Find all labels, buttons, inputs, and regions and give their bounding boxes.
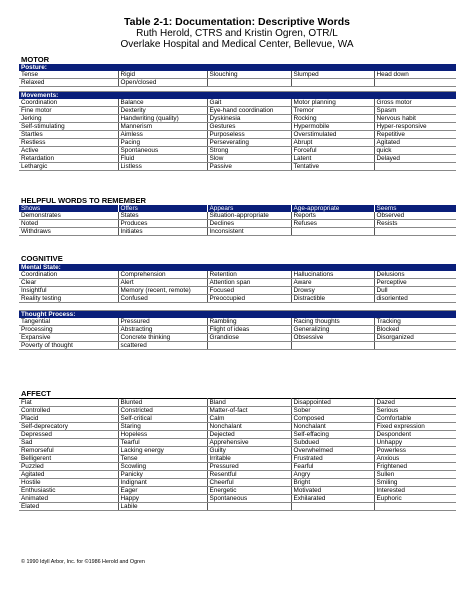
table-cell bbox=[291, 79, 374, 87]
table-cell: Purposeless bbox=[207, 131, 291, 139]
table-cell: Coordination bbox=[19, 99, 118, 107]
table-row bbox=[19, 79, 456, 87]
table-cell: Gait bbox=[207, 99, 291, 107]
mental-state-subheader: Mental State: bbox=[19, 264, 456, 271]
table-cell: Withdraws bbox=[19, 228, 118, 236]
table-cell: Self-stimulating bbox=[19, 123, 118, 131]
table-cell: Animated bbox=[19, 495, 118, 503]
cognitive-table bbox=[19, 264, 456, 350]
table-cell: Disappointed bbox=[291, 399, 374, 407]
table-cell: Rocking bbox=[291, 115, 374, 123]
table-cell: Disorganized bbox=[374, 334, 456, 342]
table-cell: Scowling bbox=[118, 463, 207, 471]
table-cell: Sullen bbox=[374, 471, 456, 479]
table-cell: Hostile bbox=[19, 479, 118, 487]
table-row bbox=[19, 447, 456, 455]
table-cell: Hallucinations bbox=[291, 271, 374, 279]
table-cell: Flight of ideas bbox=[207, 326, 291, 334]
table-cell: Euphoric bbox=[374, 495, 456, 503]
table-cell: Matter-of-fact bbox=[207, 407, 291, 415]
table-cell: Produces bbox=[118, 220, 207, 228]
table-cell: Repetitive bbox=[374, 131, 456, 139]
table-cell: Balance bbox=[118, 99, 207, 107]
table-cell: Sober bbox=[291, 407, 374, 415]
table-cell: Comprehension bbox=[118, 271, 207, 279]
table-cell: Frightened bbox=[374, 463, 456, 471]
table-cell: Noted bbox=[19, 220, 118, 228]
table-cell: Agitated bbox=[19, 471, 118, 479]
table-cell: Inconsistent bbox=[207, 228, 291, 236]
table-cell: Clear bbox=[19, 279, 118, 287]
table-cell: Fixed expression bbox=[374, 423, 456, 431]
table-cell: Relaxed bbox=[19, 79, 118, 87]
table-row bbox=[19, 228, 456, 236]
table-cell: Pressured bbox=[118, 318, 207, 326]
table-cell: Reports bbox=[291, 212, 374, 220]
table-row bbox=[19, 279, 456, 287]
table-cell: Eager bbox=[118, 487, 207, 495]
table-cell: Guilty bbox=[207, 447, 291, 455]
table-cell: Forceful bbox=[291, 147, 374, 155]
document-title: Table 2-1: Documentation: Descriptive Words bbox=[124, 16, 350, 28]
table-cell: Overwhelmed bbox=[291, 447, 374, 455]
table-cell bbox=[207, 79, 291, 87]
table-row bbox=[19, 423, 456, 431]
table-row bbox=[19, 123, 456, 131]
table-cell: Elated bbox=[19, 503, 118, 511]
table-cell: Spontaneous bbox=[118, 147, 207, 155]
table-cell: Happy bbox=[118, 495, 207, 503]
table-cell: Hopeless bbox=[118, 431, 207, 439]
table-cell: Composed bbox=[291, 415, 374, 423]
table-row bbox=[19, 503, 456, 511]
table-cell: Powerless bbox=[374, 447, 456, 455]
table-cell: Tearful bbox=[118, 439, 207, 447]
table-cell: Situation-appropriate bbox=[207, 212, 291, 220]
copyright-footer: © 1990 Idyll Arbor, Inc. for ©1986 Herold and Ogren bbox=[21, 559, 145, 565]
table-cell: Nervous habit bbox=[374, 115, 456, 123]
table-cell: Tentative bbox=[291, 163, 374, 171]
table-cell: Slouching bbox=[207, 71, 291, 79]
table-cell: Concrete thinking bbox=[118, 334, 207, 342]
table-row bbox=[19, 407, 456, 415]
table-cell: Resentful bbox=[207, 471, 291, 479]
table-cell: Distractible bbox=[291, 295, 374, 303]
table-row bbox=[19, 295, 456, 303]
table-cell: Spontaneous bbox=[207, 495, 291, 503]
table-cell: Retardation bbox=[19, 155, 118, 163]
table-cell: Nonchalant bbox=[291, 423, 374, 431]
table-cell: Staring bbox=[118, 423, 207, 431]
spacer bbox=[19, 303, 456, 311]
table-cell bbox=[207, 503, 291, 511]
table-cell: Smiling bbox=[374, 479, 456, 487]
table-cell: Exhilarated bbox=[291, 495, 374, 503]
table-row bbox=[19, 212, 456, 220]
table-cell: Delusions bbox=[374, 271, 456, 279]
table-row bbox=[19, 342, 456, 350]
table-cell: Spasm bbox=[374, 107, 456, 115]
table-cell: Depressed bbox=[19, 431, 118, 439]
table-cell bbox=[374, 228, 456, 236]
table-cell: Controlled bbox=[19, 407, 118, 415]
table-cell bbox=[291, 228, 374, 236]
helpful-table bbox=[19, 205, 456, 236]
document-institution: Overlake Hospital and Medical Center, Bellevue, WA bbox=[120, 39, 354, 50]
table-cell: Generalizing bbox=[291, 326, 374, 334]
table-cell bbox=[291, 503, 374, 511]
table-row bbox=[19, 439, 456, 447]
table-cell: Bland bbox=[207, 399, 291, 407]
table-cell: Tracking bbox=[374, 318, 456, 326]
table-cell: Tense bbox=[19, 71, 118, 79]
table-cell: Preoccupied bbox=[207, 295, 291, 303]
table-cell: Aware bbox=[291, 279, 374, 287]
table-cell: Initiates bbox=[118, 228, 207, 236]
table-row bbox=[19, 399, 456, 407]
table-cell: Perseverating bbox=[207, 139, 291, 147]
motor-table bbox=[19, 64, 456, 171]
table-cell: Poverty of thought bbox=[19, 342, 118, 350]
table-cell: Frustrated bbox=[291, 455, 374, 463]
cognitive-section-title: COGNITIVE bbox=[21, 254, 63, 263]
table-cell: Aimless bbox=[118, 131, 207, 139]
table-cell: Sad bbox=[19, 439, 118, 447]
table-row bbox=[19, 287, 456, 295]
table-cell: Attention span bbox=[207, 279, 291, 287]
table-row bbox=[19, 463, 456, 471]
table-cell: Dejected bbox=[207, 431, 291, 439]
table-cell: Motor planning bbox=[291, 99, 374, 107]
table-cell: Self-deprecatory bbox=[19, 423, 118, 431]
table-cell: Unhappy bbox=[374, 439, 456, 447]
table-cell: Panicky bbox=[118, 471, 207, 479]
affect-section-title: AFFECT bbox=[21, 389, 51, 398]
table-cell: Passive bbox=[207, 163, 291, 171]
movements-subheader: Movements: bbox=[19, 92, 456, 100]
posture-subheader: Posture: bbox=[19, 64, 456, 71]
table-cell: Tangential bbox=[19, 318, 118, 326]
table-row bbox=[19, 334, 456, 342]
table-row bbox=[19, 455, 456, 463]
table-cell: Handwriting (quality) bbox=[118, 115, 207, 123]
table-cell: Serious bbox=[374, 407, 456, 415]
table-cell: Strong bbox=[207, 147, 291, 155]
helpful-header-cell: Age-appropriate bbox=[291, 205, 374, 212]
table-cell bbox=[207, 342, 291, 350]
table-cell: Cheerful bbox=[207, 479, 291, 487]
table-cell: Motivated bbox=[291, 487, 374, 495]
affect-table bbox=[19, 398, 456, 511]
table-cell: Focused bbox=[207, 287, 291, 295]
table-cell: Flat bbox=[19, 399, 118, 407]
table-cell: Gestures bbox=[207, 123, 291, 131]
table-cell: Agitated bbox=[374, 139, 456, 147]
table-cell: Overstimulated bbox=[291, 131, 374, 139]
table-cell: Reality testing bbox=[19, 295, 118, 303]
helpful-header-cell: Offers bbox=[118, 205, 207, 212]
table-cell: Observed bbox=[374, 212, 456, 220]
table-cell: Anxious bbox=[374, 455, 456, 463]
table-cell: Grandiose bbox=[207, 334, 291, 342]
table-cell: Dull bbox=[374, 287, 456, 295]
table-cell: Tense bbox=[118, 455, 207, 463]
table-cell: Restless bbox=[19, 139, 118, 147]
table-row bbox=[19, 487, 456, 495]
table-cell: Blocked bbox=[374, 326, 456, 334]
table-cell: Latent bbox=[291, 155, 374, 163]
table-cell: Calm bbox=[207, 415, 291, 423]
table-row bbox=[19, 326, 456, 334]
table-cell: Rambling bbox=[207, 318, 291, 326]
table-cell: States bbox=[118, 212, 207, 220]
helpful-header-cell: Appears bbox=[207, 205, 291, 212]
table-cell: Lacking energy bbox=[118, 447, 207, 455]
table-cell: Enthusiastic bbox=[19, 487, 118, 495]
table-cell: Retention bbox=[207, 271, 291, 279]
table-cell: Abrupt bbox=[291, 139, 374, 147]
table-cell: disoriented bbox=[374, 295, 456, 303]
helpful-header-cell: Shows bbox=[19, 205, 118, 212]
table-cell: Indignant bbox=[118, 479, 207, 487]
table-cell: Lethargic bbox=[19, 163, 118, 171]
table-row bbox=[19, 479, 456, 487]
table-cell: Placid bbox=[19, 415, 118, 423]
table-cell: Slow bbox=[207, 155, 291, 163]
table-cell: Self-critical bbox=[118, 415, 207, 423]
table-cell: Tremor bbox=[291, 107, 374, 115]
table-cell bbox=[374, 503, 456, 511]
table-cell: Interested bbox=[374, 487, 456, 495]
table-row bbox=[19, 107, 456, 115]
table-row bbox=[19, 115, 456, 123]
table-row bbox=[19, 139, 456, 147]
helpful-header-cell: Seems bbox=[374, 205, 456, 212]
table-cell: Startles bbox=[19, 131, 118, 139]
table-cell: Alert bbox=[118, 279, 207, 287]
table-cell: Insightful bbox=[19, 287, 118, 295]
table-cell bbox=[374, 163, 456, 171]
table-cell: Irritable bbox=[207, 455, 291, 463]
table-cell: Dazed bbox=[374, 399, 456, 407]
table-cell: Resists bbox=[374, 220, 456, 228]
table-cell: Subdued bbox=[291, 439, 374, 447]
table-cell: scattered bbox=[118, 342, 207, 350]
table-row bbox=[19, 431, 456, 439]
table-cell: Delayed bbox=[374, 155, 456, 163]
table-cell: Fluid bbox=[118, 155, 207, 163]
table-cell: Remorseful bbox=[19, 447, 118, 455]
table-row bbox=[19, 71, 456, 79]
table-cell: Racing thoughts bbox=[291, 318, 374, 326]
table-cell: Nonchalant bbox=[207, 423, 291, 431]
table-cell: Gross motor bbox=[374, 99, 456, 107]
thought-process-subheader: Thought Process: bbox=[19, 311, 456, 319]
table-row bbox=[19, 318, 456, 326]
table-cell: Declines bbox=[207, 220, 291, 228]
table-cell: Abstracting bbox=[118, 326, 207, 334]
table-row bbox=[19, 147, 456, 155]
table-cell: Refuses bbox=[291, 220, 374, 228]
table-cell: Slumped bbox=[291, 71, 374, 79]
table-cell: Memory (recent, remote) bbox=[118, 287, 207, 295]
table-cell: Eye-hand coordination bbox=[207, 107, 291, 115]
table-cell: Self-effacing bbox=[291, 431, 374, 439]
table-cell: Obsessive bbox=[291, 334, 374, 342]
table-cell: Despondent bbox=[374, 431, 456, 439]
table-cell: Comfortable bbox=[374, 415, 456, 423]
table-cell: Dyskinesia bbox=[207, 115, 291, 123]
table-cell: Constricted bbox=[118, 407, 207, 415]
table-cell: quick bbox=[374, 147, 456, 155]
table-cell: Active bbox=[19, 147, 118, 155]
table-cell: Hyper-responsive bbox=[374, 123, 456, 131]
table-cell: Labile bbox=[118, 503, 207, 511]
table-cell: Head down bbox=[374, 71, 456, 79]
table-cell bbox=[374, 342, 456, 350]
table-cell: Blunted bbox=[118, 399, 207, 407]
table-cell: Fine motor bbox=[19, 107, 118, 115]
table-cell: Puzzled bbox=[19, 463, 118, 471]
table-row bbox=[19, 271, 456, 279]
table-cell: Open/closed bbox=[118, 79, 207, 87]
table-cell: Perceptive bbox=[374, 279, 456, 287]
table-cell: Drowsy bbox=[291, 287, 374, 295]
table-cell: Belligerent bbox=[19, 455, 118, 463]
motor-section-title: MOTOR bbox=[21, 55, 50, 64]
table-row bbox=[19, 155, 456, 163]
table-cell: Mannerism bbox=[118, 123, 207, 131]
helpful-section-title: HELPFUL WORDS TO REMEMBER bbox=[21, 196, 147, 205]
table-cell: Pressured bbox=[207, 463, 291, 471]
table-cell: Coordination bbox=[19, 271, 118, 279]
table-cell: Hypermobile bbox=[291, 123, 374, 131]
table-cell: Confused bbox=[118, 295, 207, 303]
table-row bbox=[19, 220, 456, 228]
table-cell: Jerking bbox=[19, 115, 118, 123]
document-header bbox=[0, 0, 474, 50]
table-cell: Expansive bbox=[19, 334, 118, 342]
table-cell: Bright bbox=[291, 479, 374, 487]
table-cell: Rigid bbox=[118, 71, 207, 79]
table-cell: Demonstrates bbox=[19, 212, 118, 220]
table-row bbox=[19, 99, 456, 107]
table-cell bbox=[374, 79, 456, 87]
table-cell: Fearful bbox=[291, 463, 374, 471]
table-cell: Energetic bbox=[207, 487, 291, 495]
table-row bbox=[19, 495, 456, 503]
table-cell: Pacing bbox=[118, 139, 207, 147]
table-row bbox=[19, 131, 456, 139]
table-cell: Listless bbox=[118, 163, 207, 171]
table-cell: Angry bbox=[291, 471, 374, 479]
table-row bbox=[19, 415, 456, 423]
table-cell: Dexterity bbox=[118, 107, 207, 115]
table-row bbox=[19, 471, 456, 479]
table-cell: Processing bbox=[19, 326, 118, 334]
table-cell: Apprehensive bbox=[207, 439, 291, 447]
table-cell bbox=[291, 342, 374, 350]
document-authors: Ruth Herold, CTRS and Kristin Ogren, OTR/L bbox=[136, 28, 338, 39]
table-row bbox=[19, 163, 456, 171]
